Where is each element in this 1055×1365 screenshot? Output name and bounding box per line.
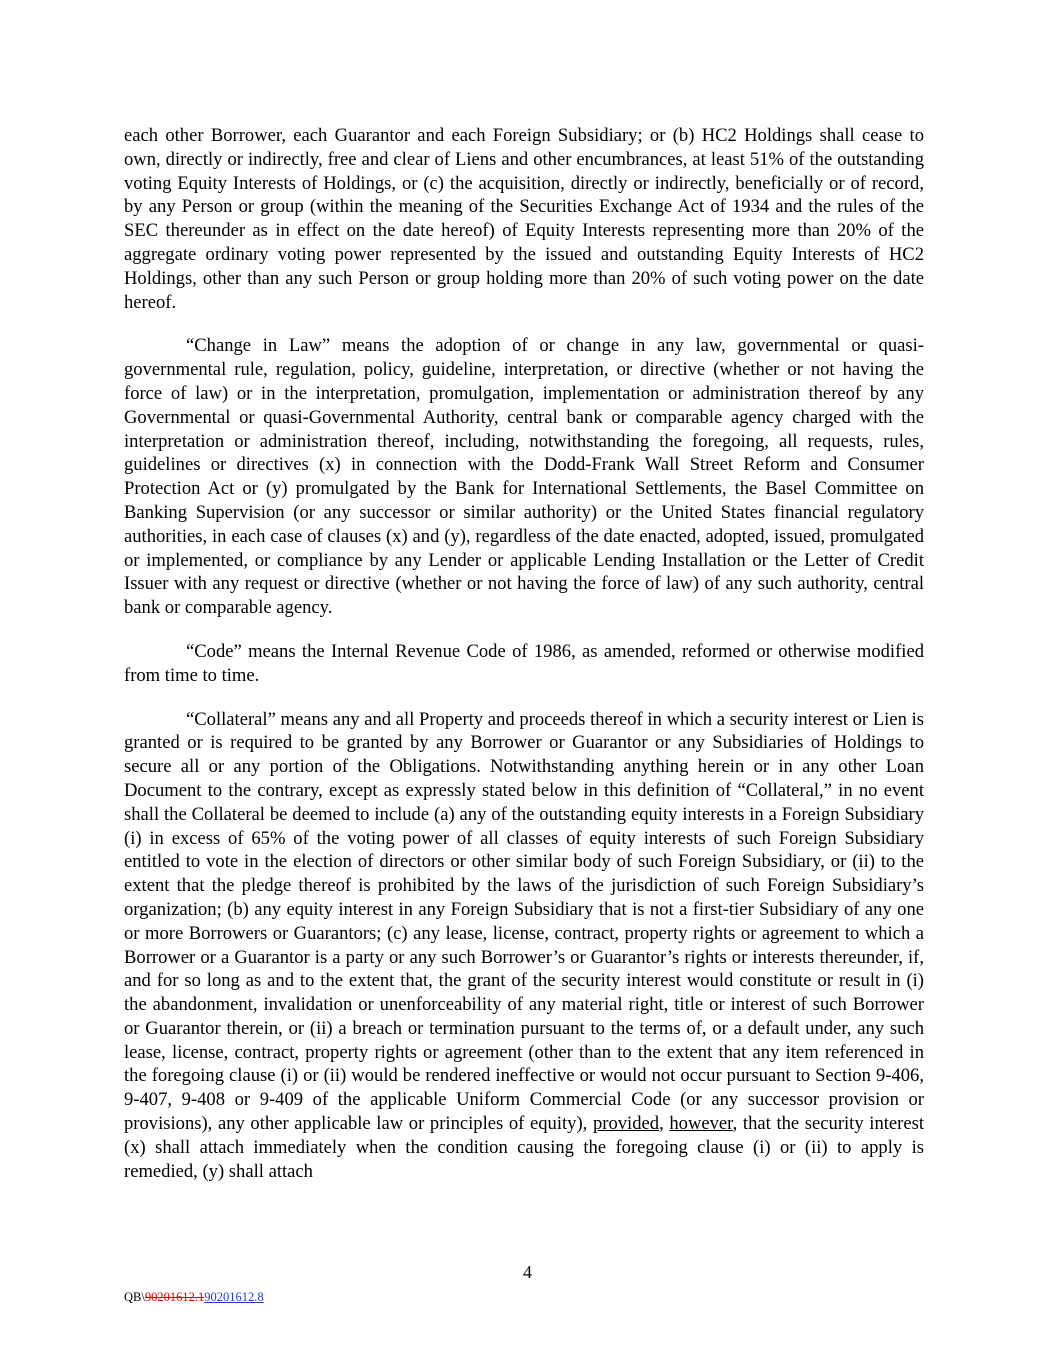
however-term: however (669, 1113, 733, 1135)
body-text (124, 124, 924, 1203)
doc-id-deleted: 90201612.1 (144, 1290, 205, 1304)
collateral-text-part-1: “Collateral” means any and all Property and proceeds thereof in which a security interest or Lien is granted or is required to be granted by any Borrower or Guarantor or any Subsidiaries of Holdings to secure all or any portion of the Obligations. Notwithstanding anything herein or in any other Loan Document to the contrary, except as expressly stated below in this definition of “Collateral,” in no event shall the Collateral be deemed to include (a) any of the outstanding equity interests in a Foreign Subsidiary (i) in excess of 65% of the voting power of all classes of equity interests of such Foreign Subsidiary entitled to vote in the election of directors or other similar body of such Foreign Subsidiary, or (ii) to the extent that the pledge thereof is prohibited by the laws of the jurisdiction of such Foreign Subsidiary’s organization; (b) any equity interest in any Foreign Subsidiary that is not a first-tier Subsidiary of any one or more Borrowers or Guarantors; (c) any lease, license, contract, property rights or agreement to which a Borrower or a Guarantor is a party or any such Borrower’s or Guarantor’s rights or interests thereunder, if, and for so long as and to the extent that, the grant of the security interest would constitute or result in (i) the abandonment, invalidation or unenforceability of any material right, title or interest of such Borrower or Guarantor therein, or (ii) a breach or termination pursuant to the terms of, or a default under, any such lease, license, contract, property rights or agreement (other than to the extent that any item referenced in the foregoing clause (i) or (ii) would be rendered ineffective or would not occur pursuant to Section 9-406, 9-407, 9-408 or 9-409 of the applicable Uniform Commercial Code (or any successor provision or provisions), any other applicable law or principles of equity), (124, 708, 924, 1135)
paragraph-change-in-law: “Change in Law” means the adoption of or change in any law, governmental or quasi-governmental rule, regulation, policy, guideline, interpretation, or directive (whether or not having the force of law) or in the interpretation, promulgation, implementation or administration thereof by any Governmental or quasi-Governmental Authority, central bank or comparable agency charged with the interpretation or administration thereof, including, notwithstanding the foregoing, all requests, rules, guidelines or directives (x) in connection with the Dodd-Frank Wall Street Reform and Consumer Protection Act or (y) promulgated by the Bank for International Settlements, the Basel Committee on Banking Supervision (or any successor or similar authority) or the United States financial regulatory authorities, in each case of clauses (x) and (y), regardless of the date enacted, adopted, issued, promulgated or implemented, or compliance by any Lender or applicable Lending Installation or the Letter of Credit Issuer with any request or directive (whether or not having the force of law) of any such authority, central bank or comparable agency. (124, 335, 924, 619)
provided-term: provided (592, 1113, 660, 1135)
doc-id-inserted: 90201612.8 (204, 1290, 264, 1304)
paragraph-collateral (124, 708, 924, 1184)
paragraph-code: “Code” means the Internal Revenue Code of 1986, as amended, reformed or otherwise modified from time to time. (124, 640, 924, 686)
document-id (124, 1290, 264, 1305)
page-number: 4 (523, 1262, 532, 1282)
collateral-text-part-2: , that the security interest (x) shall attach immediately when the condition causing the foregoing clause (i) or (ii) to apply is remedied, (y) shall attach (124, 1113, 925, 1182)
doc-id-prefix: QB\ (124, 1290, 145, 1304)
paragraph-change-of-control-continued: each other Borrower, each Guarantor and each Foreign Subsidiary; or (b) HC2 Holdings shall cease to own, directly or indirectly, free and clear of Liens and other encumbrances, at least 51% of the outstanding voting Equity Interests of Holdings, or (c) the acquisition, directly or indirectly, beneficially or of record, by any Person or group (within the meaning of the Securities Exchange Act of 1934 and the rules of the SEC thereunder as in effect on the date hereof) of Equity Interests representing more than 20% of the aggregate ordinary voting power represented by the issued and outstanding Equity Interests of HC2 Holdings, other than any such Person or group holding more than 20% of such voting power on the date hereof. (124, 125, 924, 313)
comma-separator: , (659, 1113, 670, 1135)
